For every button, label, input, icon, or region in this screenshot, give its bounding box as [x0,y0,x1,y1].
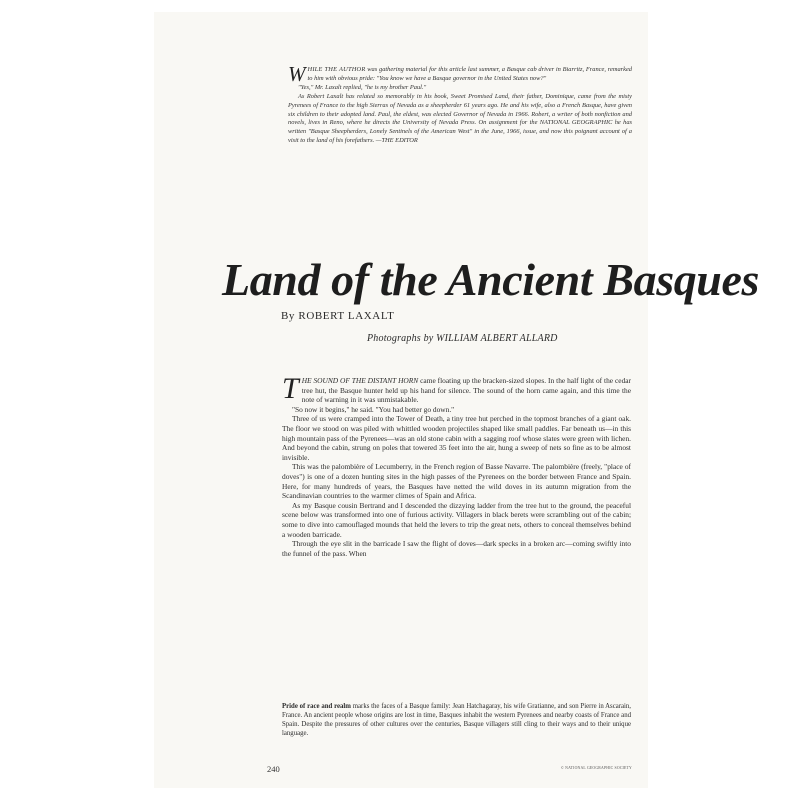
article-body [282,372,632,558]
body-drop-cap: T [282,372,299,405]
photo-caption [282,702,631,738]
intro-drop-cap: W [288,62,306,86]
body-paragraph-5: As my Basque cousin Bertrand and I descended the dizzying ladder from the tree hut to the ground, the peaceful scene below was transformed into one of furious activity. Villagers in black berets were scrambling out of the cabin; some to dive into camouflaged mounds that held the levers to trip the great nets, others to conceal themselves behind a wooden barricade. [282,500,631,539]
intro-paragraph-1 [288,62,632,86]
page-number: 240 [267,764,280,774]
intro-lead-words: HILE THE AUTHOR [307,66,366,73]
body-p1-text: came floating up the bracken-sized slopes. In the half light of the cedar tree hut, the Basque hunter held up his hand for silence. The sound of the horn came again, and this time the note of warning in it was unmistakable. [301,376,632,405]
caption-text: marks the faces of a Basque family: Jean Hatchagaray, his wife Gratianne, and son Pierre in Ascarain, France. An ancient people whose origins are lost in time, Basques inhabit the western Pyrenees and nearby coasts of France and Spain. Despite the pressures of other cultures over the centuries, Basque villagers still cling to their ways and to their unique language. [282,703,631,737]
article-title: Land of the Ancient Basques [222,254,759,305]
copyright-line: © NATIONAL GEOGRAPHIC SOCIETY [560,766,632,770]
caption-lead: Pride of race and realm [282,703,351,710]
body-paragraph-2: "So now it begins," he said. "You had better go down." [292,404,455,414]
intro-p1-text: was gathering material for this article last summer, a Basque cab driver in Biarritz, France, remarked to him with obvious pride: "You know we have a Basque governor in the United States now?" [307,66,632,82]
intro-paragraph-3: As Robert Laxalt has related so memorably in his book, Sweet Promised Land, their father, Dominique, came from the misty Pyrenees of France to the high Sierras of Nevada as a sheepherder 61 years ago. He and his wife, also a French Basque, have given six children to their adopted land. Paul, the eldest, was elected Governor of Nevada in 1966. Robert, a writer of both nonfiction and novels, lives in Reno, where he directs the University of Nevada Press. On assignment for the NATIONAL GEOGRAPHIC he has written "Basque Sheepherders, Lonely Sentinels of the American West" in the June, 1966, issue, and now this poignant account of a visit to the land of his forefathers. —THE EDITOR [288,92,632,145]
body-paragraph-4: This was the palombière of Lecumberry, in the French region of Basse Navarre. The palombière (freely, "place of doves") is one of a dozen hunting sites in the high passes of the Pyrenees on the border between France and Spain. Here, for many hundreds of years, the Basques have netted the wild doves in its autumn migration from the Scandinavian countries to the warmer climes of Spain and Africa. [282,462,631,501]
body-lead-words: HE SOUND OF THE DISTANT HORN [301,376,419,385]
body-paragraph-6: Through the eye slit in the barricade I saw the flight of doves—dark specks in a broken arc—coming swiftly into the funnel of the pass. When [282,539,631,558]
photographer-credit: Photographs by WILLIAM ALBERT ALLARD [367,333,558,344]
editor-intro [288,62,632,146]
intro-paragraph-2: "Yes," Mr. Laxalt replied, "he is my brother Paul." [298,83,427,91]
body-paragraph-1 [282,372,632,405]
body-paragraph-3: Three of us were cramped into the Tower of Death, a tiny tree hut perched in the topmost branches of a giant oak. The floor we stood on was piled with whittled wooden projectiles shaped like small paddles. Far beneath us—in this high mountain pass of the Pyrenees—was an old stone cabin with a sagging roof whose slates were green with lichen. And beyond the cabin, strung on poles that towered 35 feet into the air, hung a sweep of nets so fine as to be almost invisible. [282,414,631,462]
author-byline: By ROBERT LAXALT [281,310,395,322]
